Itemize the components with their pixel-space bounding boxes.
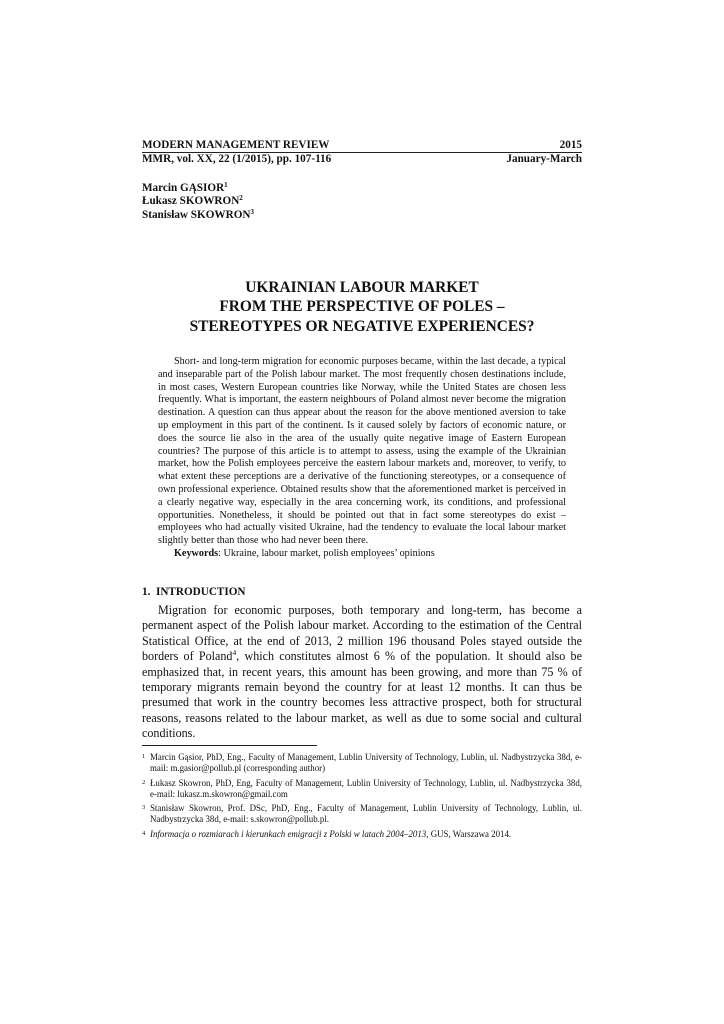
footnote-separator [142,745,317,746]
footnote: 4 Informacja o rozmiarach i kierunkach emigracji z Polski w latach 2004–2013, GUS, Warszawa 2014. [142,828,512,839]
author-affiliation-mark: 1 [224,181,228,189]
journal-name: MODERN MANAGEMENT REVIEW [142,139,330,151]
journal-citation: MMR, vol. XX, 22 (1/2015), pp. 107-116 [142,153,332,165]
body-paragraph: Migration for economic purposes, both temporary and long-term, has become a permanent aspect of the Polish labour market. According to the estimation of the Central Statistical Office, at the end of 2013, 2 million 196 thousand Poles stayed outside the borders of Poland$^4$, which constitutes almost 6 % of the population. It should also be emphasized that, in recent years, this amount has been growing, and more than 75 % of temporary migrants remain beyond the country for at least 12 months. It can thus be presumed that work in the country becomes less attractive prospect, both for structural reasons, reasons related to the labour market, as well as due to some social and cultural conditions. [142,603,582,741]
footnote-number: 2 [142,778,146,786]
author: Stanisław SKOWRON$^3$ [142,207,254,221]
journal-year: 2015 [559,139,582,151]
author: Marcin GĄSIOR$^1$ [142,181,228,194]
abstract [158,356,566,561]
footnote-number: 3 [142,804,146,812]
footnote: 2 Łukasz Skowron, PhD, Eng, Faculty of Management, Lublin University of Technology, Lublin, ul. Nadbystrzycka 38d, e-mail: lukasz.m.skowron@gmail.com [142,777,582,799]
body-text [142,603,582,742]
footnote: 3 Stanisław Skowron, Prof. DSc, PhD, Eng., Faculty of Management, Lublin University of Technology, Lublin, ul. Nadbystrzycka 38d, e-mail: s.skowron@pollub.pl. [142,803,582,825]
author: Łukasz SKOWRON$^2$ [142,194,243,208]
author-list [142,182,254,222]
keywords-label: Keywords [174,547,219,559]
keywords [158,548,566,561]
footnote-number: 1 [142,753,146,760]
section-title: INTRODUCTION [155,586,246,598]
abstract-text: Short- and long-term migration for economic purposes became, within the last decade, a typical and inseparable part of the Polish labour market. The most frequently chosen destinations include, in most cases, Western European countries like Norway, while the United States are chosen less frequently. What is important, the eastern neighbours of Poland almost never become the migration destination. A question can thus appear about the reason for the above mentioned aversion to take up employment in this part of the continent. Is it caused solely by factors of economic nature, or does the source lie also in the area of the usually quite negative image of Eastern European countries? The purpose of this article is to attempt to assess, using the example of the Ukrainian market, how the Polish employees perceive the eastern labour markets and, moreover, to verify, to what extent these perceptions are a derivative of the functioning stereotypes, or a consequence of own professional experience. Obtained results show that the aforementioned market is perceived in a clearly negative way, especially in the area concerning work, its conditions, and professional opportunities. Nonetheless, it should be pointed out that in fact some stereotypes do exist – employees who had actually visited Ukraine, had the tendency to evaluate the local labour market slightly better than those who had never been there. [158,356,566,547]
section-heading [142,586,246,598]
keywords-list: : Ukraine, labour market, polish employees’ opinions [218,547,435,559]
footnote-source-title: Informacja o rozmiarach i kierunkach emigracji z Polski w latach 2004–2013 [150,828,427,839]
paper-title: UKRAINIAN LABOUR MARKET FROM THE PERSPECTIVE OF POLES – STEREOTYPES OR NEGATIVE EXPERIENCES? [189,279,535,335]
journal-period: January-March [506,153,582,165]
footnote: 1 Marcin Gąsior, PhD, Eng., Faculty of Management, Lublin University of Technology, Lublin, ul. Nadbystrzycka 38d, e-mail: m.gasior@pollub.pl (corresponding author) [142,752,582,774]
footnote-number: 4 [142,829,146,837]
footnotes [142,752,582,843]
footnote-ref: 4 [232,648,237,658]
author-affiliation-mark: 2 [239,194,243,203]
author-affiliation-mark: 3 [250,207,254,216]
section-number: 1. [142,586,151,598]
